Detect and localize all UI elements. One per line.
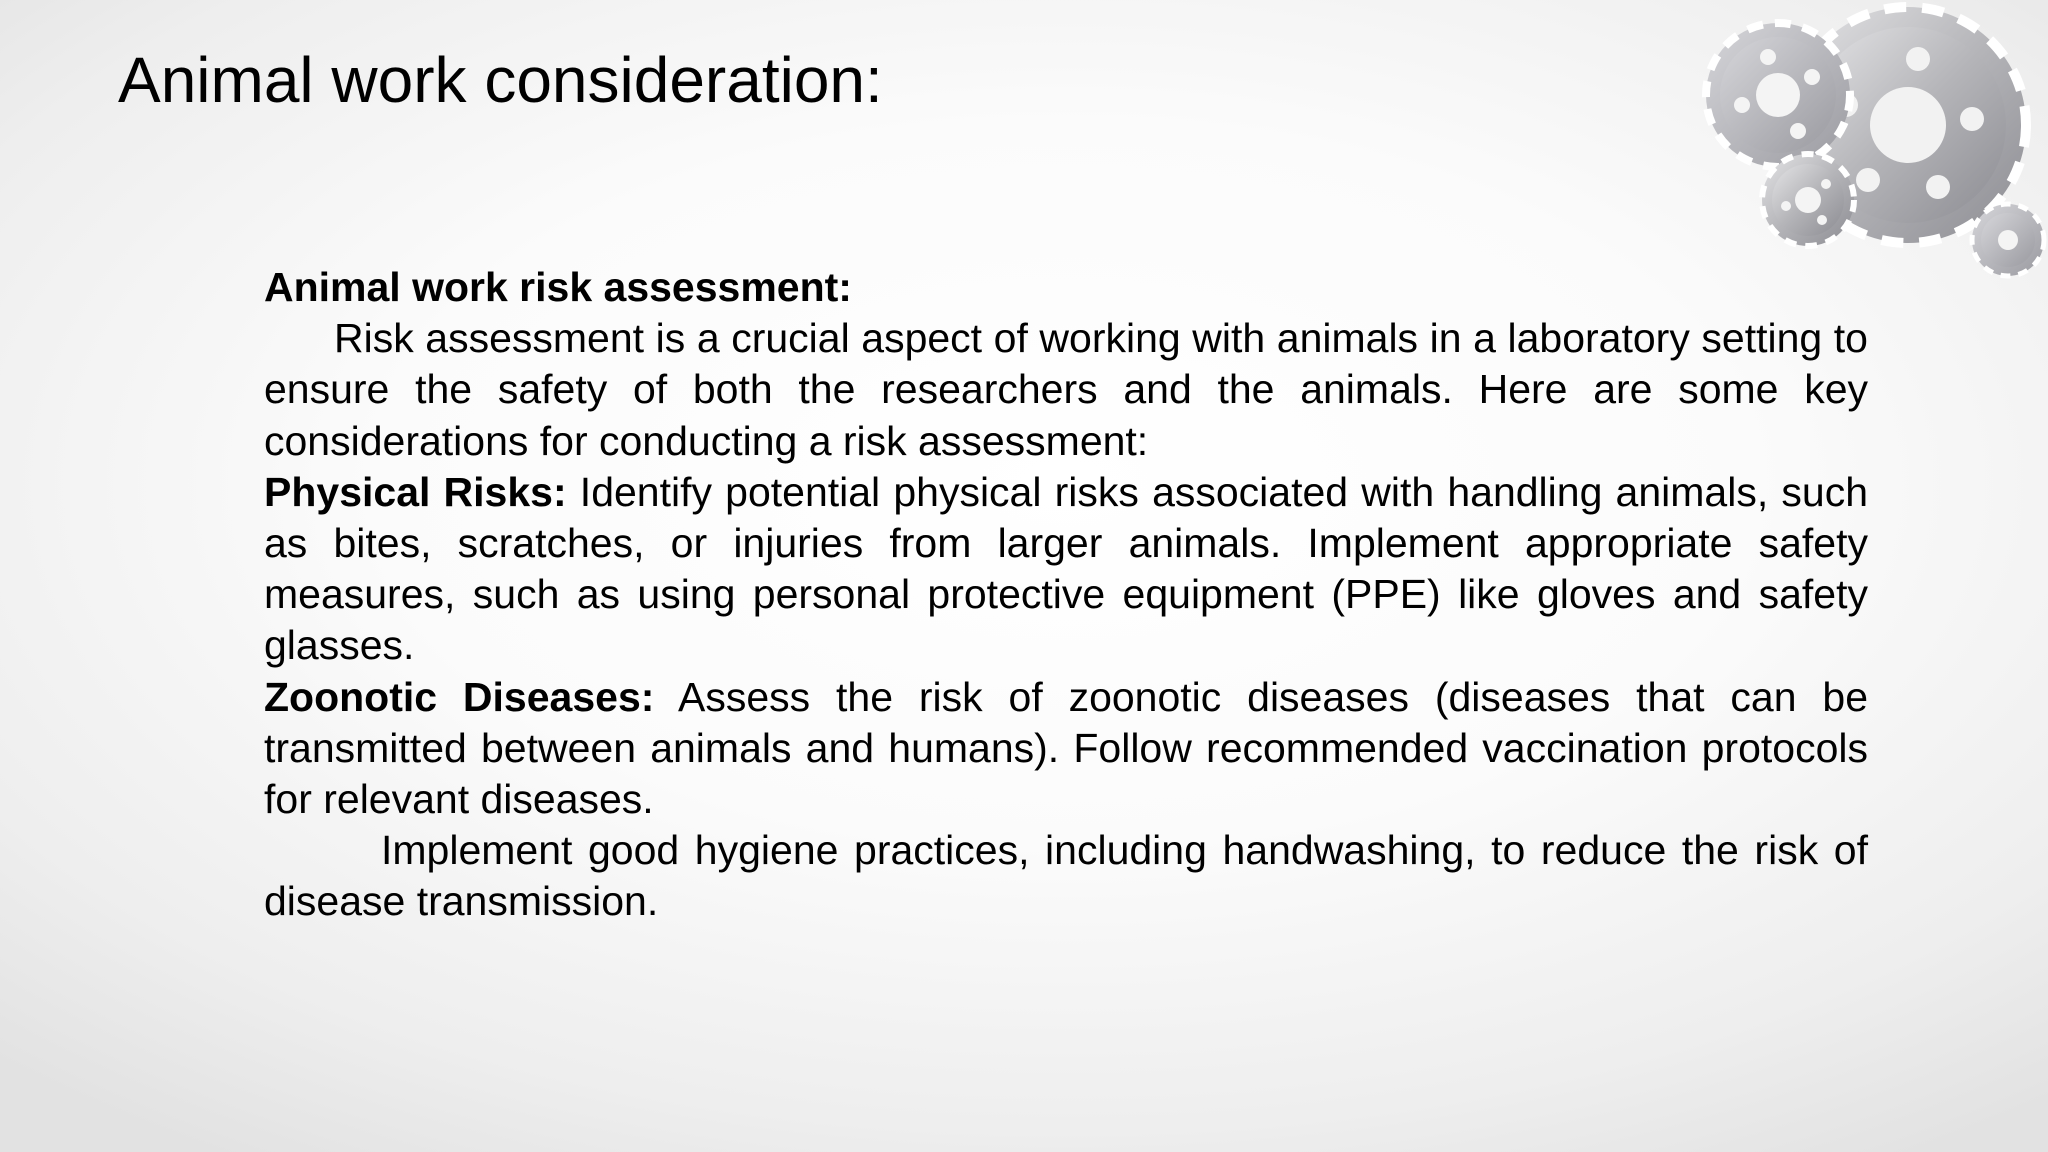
hygiene-paragraph: Implement good hygiene practices, including handwashing, to reduce the risk of disease transmission. xyxy=(264,827,1868,925)
intro-paragraph: Risk assessment is a crucial aspect of working with animals in a laboratory setting to ensure the safety of both the researchers and the animals. Here are some key considerations for conducting a risk assessment: xyxy=(264,315,1868,464)
zoonotic-diseases-label: Zoonotic Diseases: xyxy=(264,673,655,720)
section-heading: Animal work risk assessment: xyxy=(264,264,852,310)
physical-risks-label: Physical Risks: xyxy=(264,468,567,515)
slide-title: Animal work consideration: xyxy=(118,44,883,116)
zoonotic-diseases-text: Assess the risk of zoonotic diseases (diseases that can be transmitted between animals and humans). Follow recommended vaccination protocols for relevant diseases. xyxy=(264,673,1868,823)
zoonotic-diseases-paragraph xyxy=(264,672,1868,826)
physical-risks-text: Identify potential physical risks associated with handling animals, such as bites, scratches, or injuries from larger animals. Implement appropriate safety measures, such as using personal protective equipment (PPE) like gloves and safety glasses. xyxy=(264,468,1868,669)
slide-body xyxy=(264,262,1868,928)
gears-icon xyxy=(1658,0,2048,300)
physical-risks-paragraph xyxy=(264,467,1868,672)
